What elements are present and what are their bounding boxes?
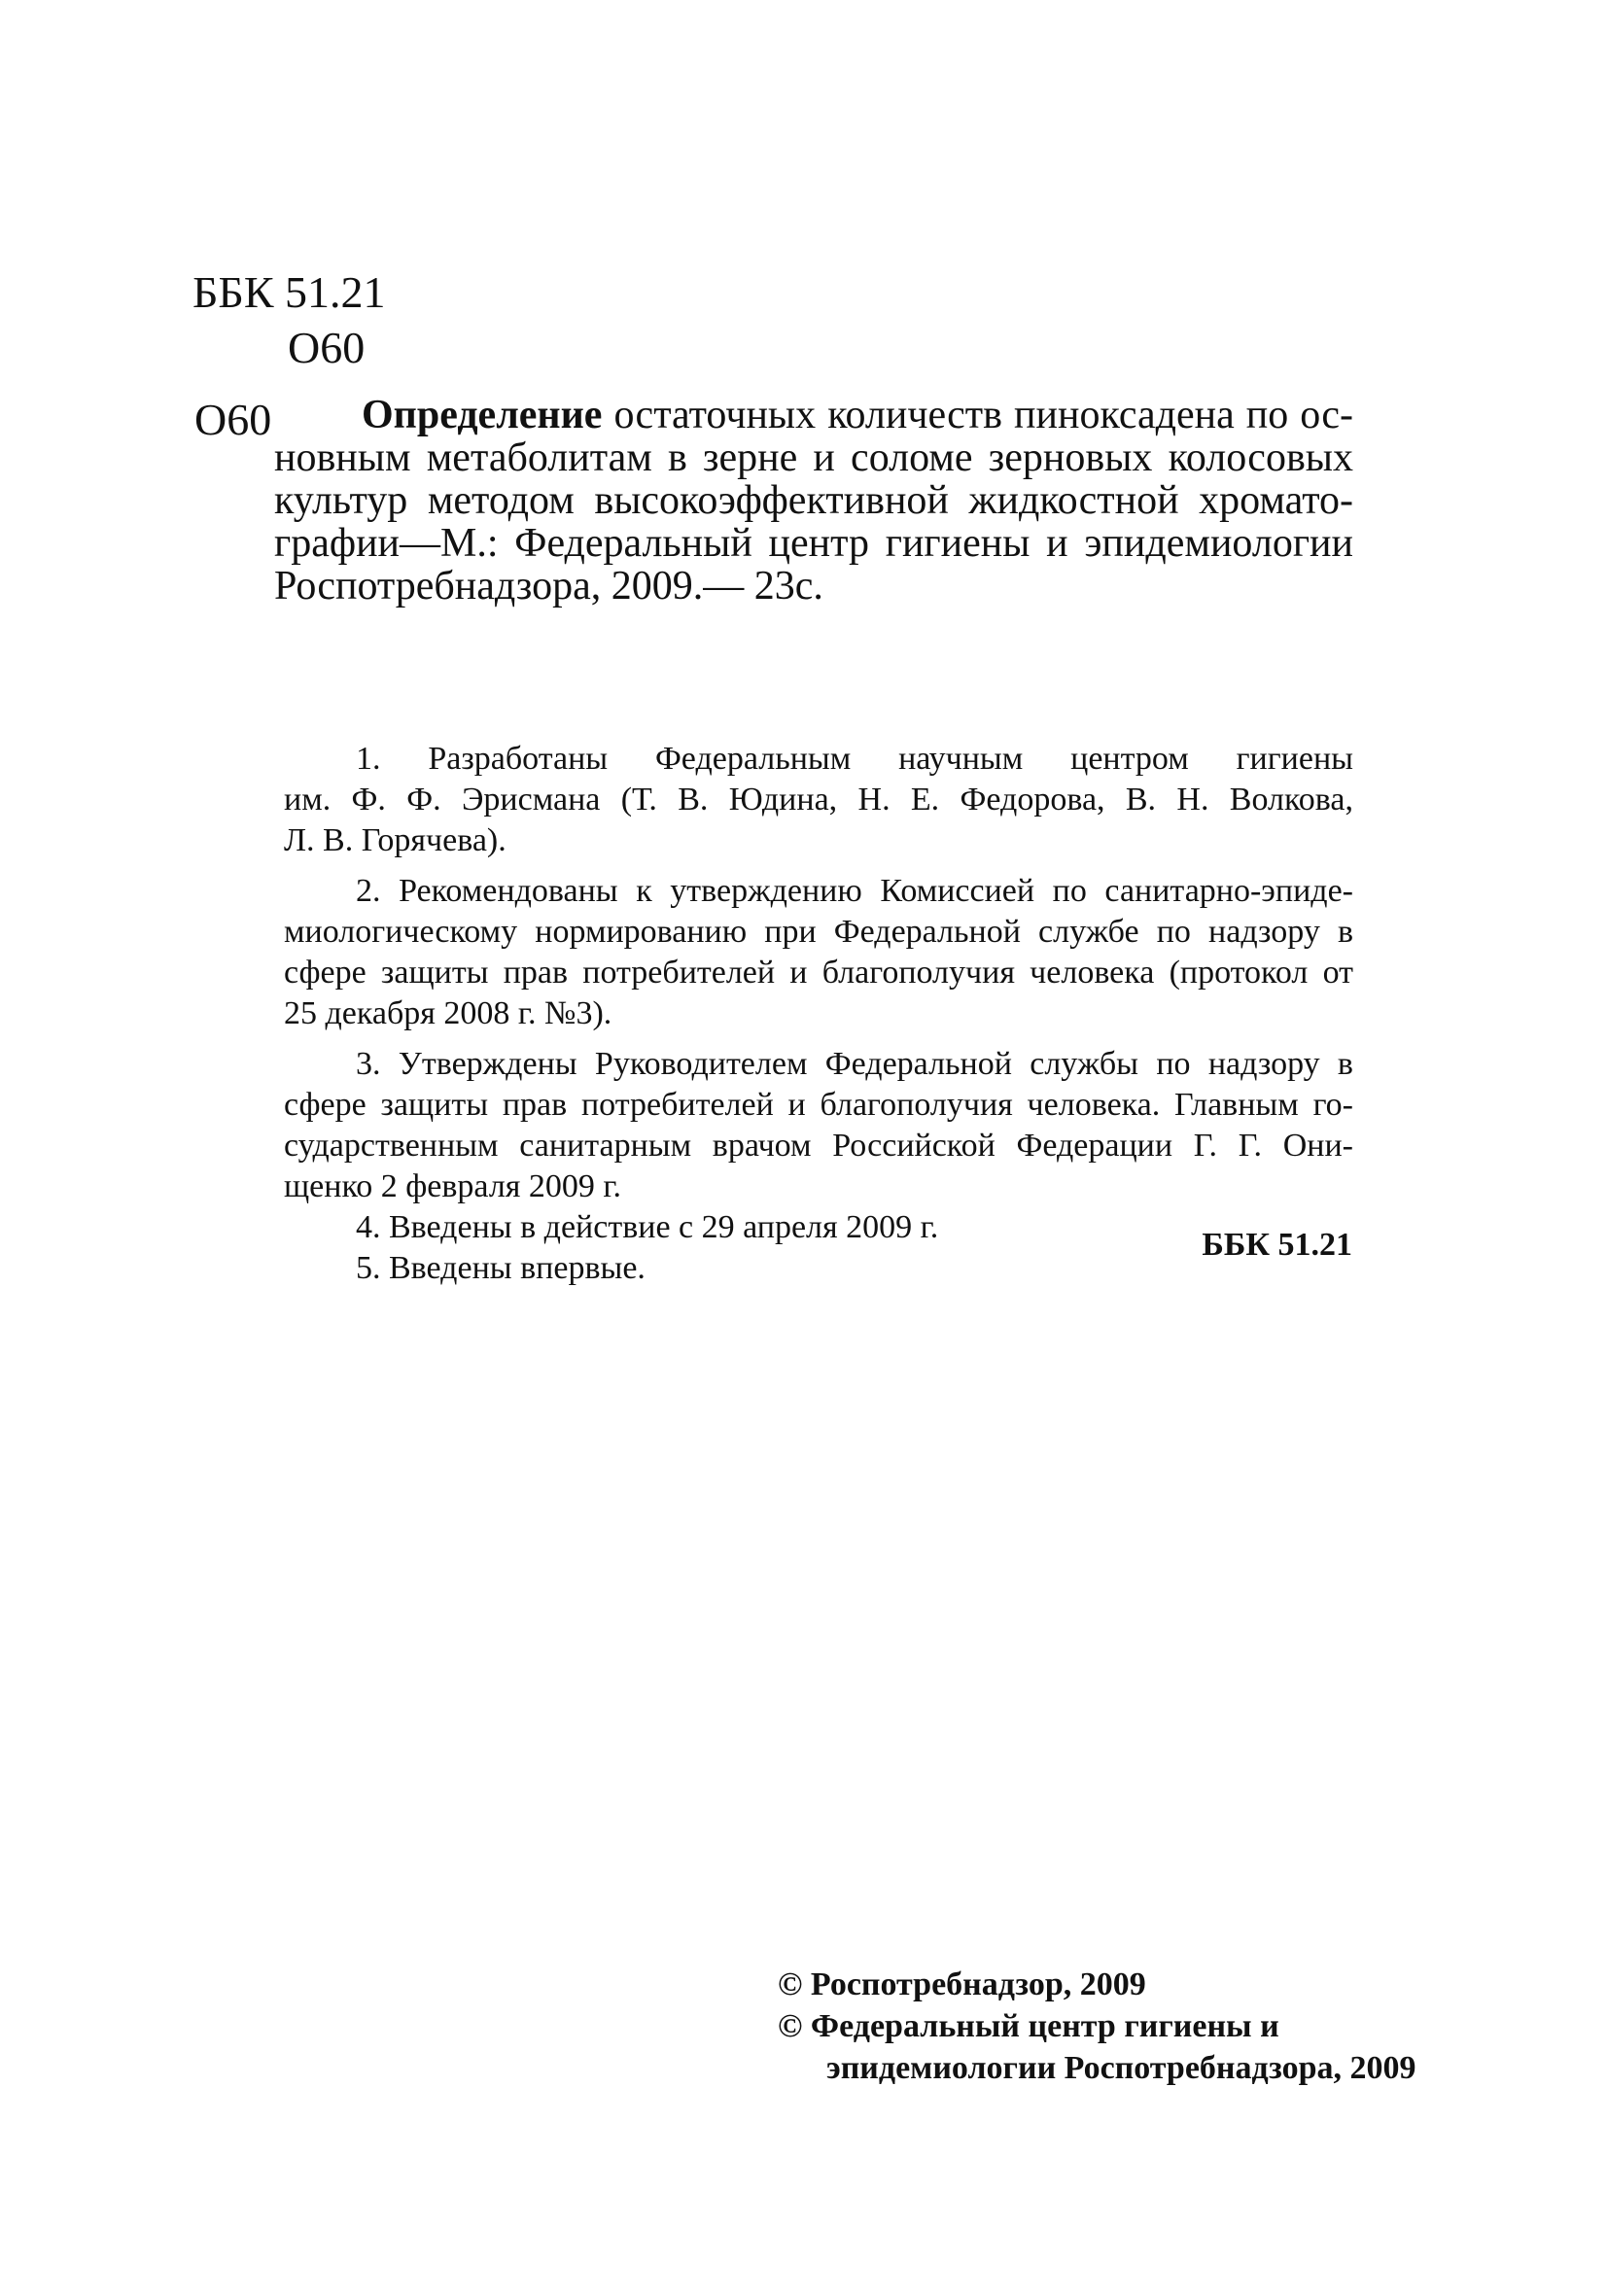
note-line: Л. В. Горячева). <box>284 822 507 858</box>
note-line: им. Ф. Ф. Эрисмана (Т. В. Юдина, Н. Е. Федорова, В. Н. Волкова, <box>284 782 1353 818</box>
note-line: миологическому нормированию при Федеральной службе по надзору в <box>284 914 1353 950</box>
copyright-line: эпидемиологии Роспотребнадзора, 2009 <box>826 2050 1416 2086</box>
author-sign: О60 <box>288 323 366 372</box>
publication-notes <box>284 739 1353 1289</box>
note-line: 1. Разработаны Федеральным научным центром гигиены <box>356 741 1353 777</box>
note-line: щенко 2 февраля 2009 г. <box>284 1168 622 1204</box>
note-line: 3. Утверждены Руководителем Федеральной службы по надзору в <box>356 1046 1353 1082</box>
bibliographic-description <box>274 394 1353 608</box>
description-line: культур методом высокоэффективной жидкостной хромато- <box>274 478 1353 523</box>
note-line: 2. Рекомендованы к утверждению Комиссией по санитарно-эпиде- <box>356 873 1353 909</box>
note-line: 5. Введены впервые. <box>356 1250 646 1286</box>
note-line: сфере защиты прав потребителей и благополучия человека. Главным го- <box>284 1087 1353 1123</box>
description-lead-word: Определение <box>362 393 603 437</box>
note-line: сударственным санитарным врачом Российской Федерации Г. Г. Они- <box>284 1128 1353 1164</box>
description-author-sign: О60 <box>194 395 272 444</box>
note-line: сфере защиты прав потребителей и благополучия человека (протокол от <box>284 955 1353 991</box>
description-line: новным метаболитам в зерне и соломе зерновых колосовых <box>274 435 1353 480</box>
copyright-line: © Федеральный центр гигиены и <box>778 2008 1279 2044</box>
note-line: 25 декабря 2008 г. №3). <box>284 995 612 1031</box>
description-line: Определение остаточных количеств пиноксадена по ос- <box>362 393 1353 437</box>
description-line: графии—М.: Федеральный центр гигиены и эпидемиологии <box>274 521 1353 566</box>
copyright-line: © Роспотребнадзор, 2009 <box>778 1966 1146 2002</box>
note-line: 4. Введены в действие с 29 апреля 2009 г. <box>356 1209 939 1245</box>
description-line: Роспотребнадзора, 2009.— 23с. <box>274 564 823 609</box>
footer-bbk-code: ББК 51.21 <box>1202 1227 1352 1263</box>
bbk-code: ББК 51.21 <box>192 267 386 317</box>
copyright-block <box>778 1964 1416 2089</box>
